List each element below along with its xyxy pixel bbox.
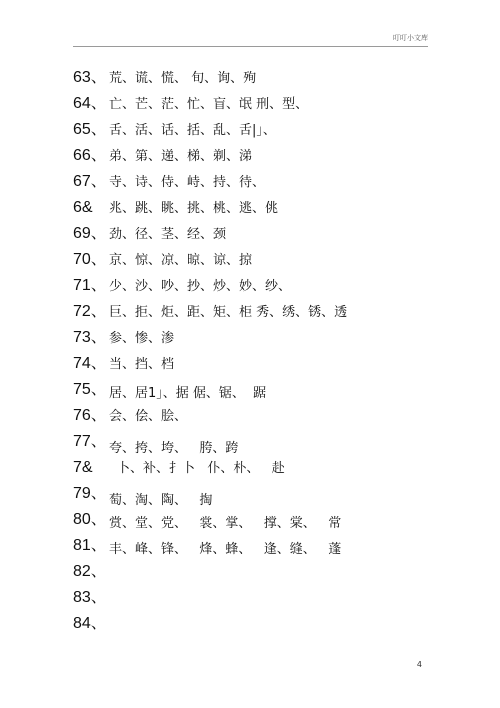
list-item: [0, 328, 500, 350]
item-characters: 少、沙、吵、抄、炒、妙、纱、: [109, 279, 292, 294]
item-number: 80、: [73, 511, 107, 528]
item-number: 77、: [73, 433, 107, 450]
list-item: [0, 146, 500, 168]
list-item: [0, 302, 500, 324]
item-number: 81、: [73, 537, 107, 554]
item-characters: 居、居1」、据 倨、锯、 踞: [109, 386, 267, 401]
item-number: 7&: [73, 459, 93, 476]
item-characters: 劲、径、茎、经、颈: [109, 227, 227, 242]
list-item: [0, 198, 500, 220]
page-number: 4: [416, 660, 422, 669]
item-number: 79、: [73, 485, 107, 502]
list-item: [0, 380, 500, 402]
item-number: 83、: [73, 589, 107, 606]
item-characters: 寺、诗、侍、峙、持、待、: [109, 175, 266, 190]
list-item: [0, 614, 500, 636]
item-number: 75、: [73, 381, 107, 398]
item-number: 71、: [73, 277, 107, 294]
header-divider: [73, 46, 428, 47]
item-characters: 夸、挎、垮、 胯、跨: [109, 441, 239, 456]
list-item: [0, 224, 500, 246]
item-characters: 亡、芒、茫、忙、盲、氓 刑、型、: [109, 97, 309, 112]
item-characters: 赏、堂、党、 裳、掌、 撑、棠、 常: [109, 516, 342, 531]
item-number: 73、: [73, 329, 107, 346]
item-characters: 参、惨、渗: [109, 331, 175, 346]
item-characters: 萄、淘、陶、 掏: [109, 493, 213, 508]
item-characters: 卜、补、扌卜 仆、朴、 赴: [117, 461, 285, 476]
item-number: 64、: [73, 95, 107, 112]
list-item: [0, 120, 500, 142]
list-item: [0, 536, 500, 558]
list-item: [0, 458, 500, 480]
item-number: 63、: [73, 69, 107, 86]
list-item: [0, 510, 500, 532]
item-characters: 弟、第、递、梯、剃、涕: [109, 149, 253, 164]
item-characters: 兆、跳、眺、挑、桃、逃、佻: [109, 201, 279, 216]
list-item: [0, 172, 500, 194]
item-number: 69、: [73, 225, 107, 242]
list-item: [0, 588, 500, 610]
item-characters: 会、侩、脍、: [109, 409, 188, 424]
item-number: 6&: [73, 199, 93, 216]
list-item: [0, 406, 500, 428]
list-item: [0, 68, 500, 90]
item-number: 67、: [73, 173, 107, 190]
item-number: 74、: [73, 355, 107, 372]
list-item: [0, 484, 500, 506]
item-number: 72、: [73, 303, 107, 320]
item-characters: 当、挡、档: [109, 357, 175, 372]
list-item: [0, 354, 500, 376]
list-item: [0, 432, 500, 454]
list-item: [0, 562, 500, 584]
list-item: [0, 250, 500, 272]
item-characters: 京、惊、凉、晾、谅、掠: [109, 253, 253, 268]
list-item: [0, 94, 500, 116]
header-site-name: 叮叮小文库: [393, 34, 428, 42]
list-item: [0, 276, 500, 298]
item-number: 84、: [73, 615, 107, 632]
item-number: 82、: [73, 563, 107, 580]
item-number: 66、: [73, 147, 107, 164]
item-characters: 荒、谎、慌、 旬、询、殉: [109, 71, 257, 86]
item-number: 70、: [73, 251, 107, 268]
item-number: 76、: [73, 407, 107, 424]
item-characters: 丰、峰、锋、 烽、蜂、 逢、缝、 蓬: [109, 542, 342, 557]
item-characters: 巨、拒、炬、距、矩、柜 秀、绣、锈、透: [109, 305, 348, 320]
item-number: 65、: [73, 121, 107, 138]
item-characters: 舌、活、话、括、乱、舌|」、: [109, 123, 276, 138]
